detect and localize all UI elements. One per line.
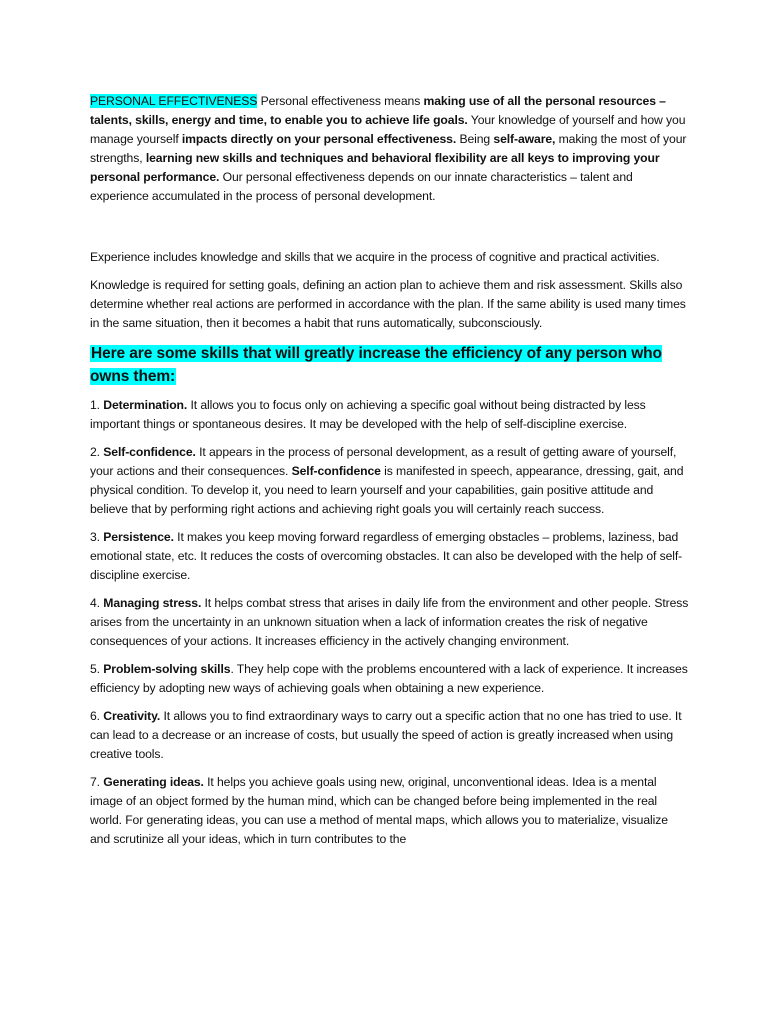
- skill-name: Problem-solving skills: [103, 662, 231, 676]
- skill-number: 6.: [90, 709, 100, 723]
- skill-number: 4.: [90, 596, 100, 610]
- skill-number: 2.: [90, 445, 100, 459]
- skill-text: It makes you keep moving forward regardless of emerging obstacles – problems, laziness, bad emotional state, etc. It reduces the costs of overcoming obstacles. It can also be developed with the help of self-discipline exercise.: [90, 530, 683, 582]
- skill-text-continued: is manifested in speech, appearance, dressing, gait, and physical condition. To develop it, you need to learn yourself and your capabilities, gain positive attitude and believe that by performing right actions and achieving right goals you will certainly reach success.: [90, 464, 684, 516]
- skill-item: [90, 594, 690, 651]
- intro-bold-4: learning new skills and techniques and behavioral flexibility are all keys to improving your personal performance.: [90, 151, 660, 184]
- skill-item: [90, 528, 690, 585]
- skill-name: Creativity.: [103, 709, 161, 723]
- intro-text-1: Personal effectiveness means: [257, 94, 424, 108]
- skill-text: It helps you achieve goals using new, original, unconventional ideas. Idea is a mental image of an object formed by the human mind, which can be changed before being implemented in the real world. For generating ideas, you can use a method of mental maps, which allows you to materialize, visualize and scrutinize all your ideas, which in turn contributes to the: [90, 775, 668, 846]
- skill-item: [90, 443, 690, 519]
- intro-text-2: Your knowledge of yourself and how you manage yourself: [90, 113, 686, 146]
- intro-bold-2: impacts directly on your personal effectiveness.: [181, 132, 457, 146]
- skill-name-inline: Self-confidence: [291, 464, 381, 478]
- skill-name: Persistence.: [103, 530, 174, 544]
- skill-number: 3.: [90, 530, 100, 544]
- document-page: [90, 92, 690, 858]
- skills-heading-text: Here are some skills that will greatly increase the efficiency of any person who owns them:: [90, 345, 662, 385]
- skill-name: Self-confidence.: [103, 445, 196, 459]
- intro-bold-3: self-aware,: [493, 132, 556, 146]
- skill-text: It allows you to focus only on achieving a specific goal without being distracted by less important things or spontaneous desires. It may be developed with the help of self-discipline exercise.: [90, 398, 646, 431]
- intro-paragraph: [90, 92, 690, 206]
- intro-text-4: making the most of your strengths,: [90, 132, 687, 165]
- skill-name: Managing stress.: [103, 596, 202, 610]
- intro-bold-1: making use of all the personal resources – talents, skills, energy and time, to enable you to achieve life goals.: [90, 94, 666, 127]
- highlighted-title: PERSONAL EFFECTIVENESS: [90, 94, 258, 108]
- experience-paragraph: Experience includes knowledge and skills that we acquire in the process of cognitive and practical activities.: [90, 250, 660, 264]
- skill-number: 7.: [90, 775, 100, 789]
- skill-number: 1.: [90, 398, 100, 412]
- skill-text: It allows you to find extraordinary ways to carry out a specific action that no one has tried to use. It can lead to a decrease or an increase of costs, but usually the speed of action is greatly increased when using creative tools.: [90, 709, 682, 761]
- knowledge-paragraph: Knowledge is required for setting goals, defining an action plan to achieve them and risk assessment. Skills also determine whether real actions are performed in accordance with the plan. If the same ability is used many times in the same situation, then it becomes a habit that runs automatically, subconsciously.: [90, 278, 686, 330]
- skills-heading: [90, 342, 690, 388]
- skill-text: It helps combat stress that arises in daily life from the environment and other people. Stress arises from the uncertainty in an unknown situation when a lack of information creates the risk of negative consequences of your actions. It increases efficiency in the actively changing environment.: [90, 596, 689, 648]
- skill-number: 5.: [90, 662, 100, 676]
- skill-item: [90, 660, 690, 698]
- skill-item: [90, 707, 690, 764]
- skill-text: . They help cope with the problems encountered with a lack of experience. It increases efficiency by adopting new ways of achieving goals when obtaining a new experience.: [90, 662, 688, 695]
- intro-text-3: Being: [456, 132, 494, 146]
- intro-text-5: Our personal effectiveness depends on our innate characteristics – talent and experience accumulated in the process of personal development.: [90, 170, 633, 203]
- skill-text: It appears in the process of personal development, as a result of getting aware of yourself, your actions and their consequences.: [90, 445, 677, 478]
- skill-name: Generating ideas.: [103, 775, 204, 789]
- skill-item: [90, 773, 690, 849]
- skill-name: Determination.: [103, 398, 188, 412]
- skill-item: [90, 396, 690, 434]
